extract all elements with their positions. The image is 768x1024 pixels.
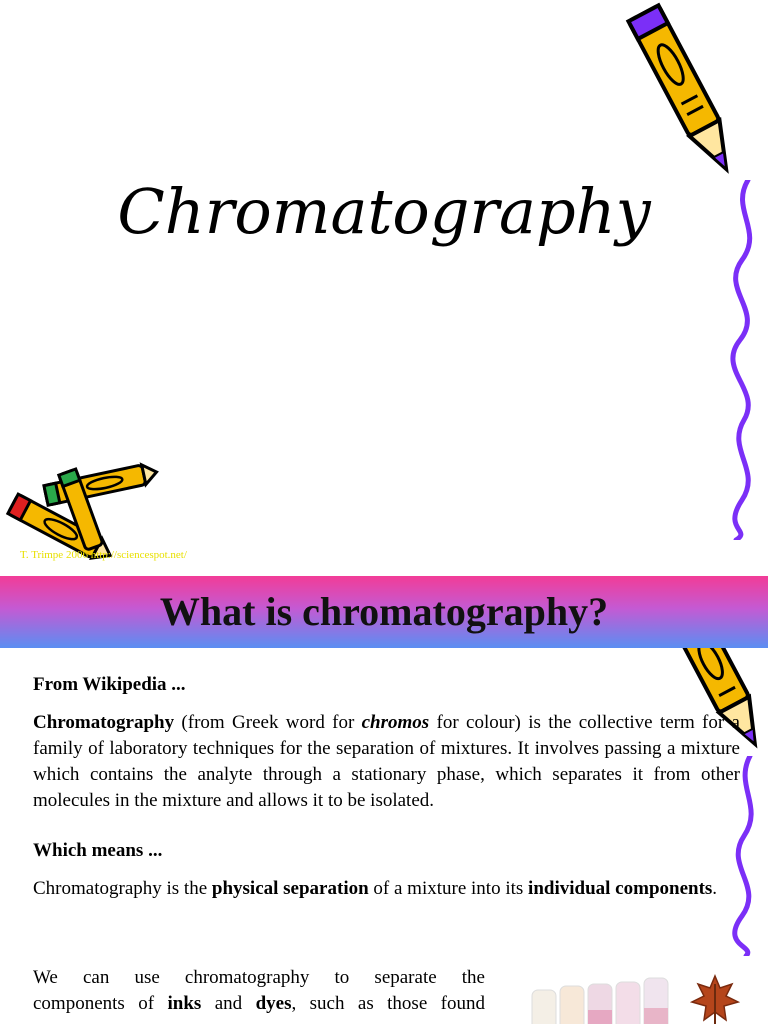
usage-part1: components of <box>33 993 168 1014</box>
meaning-bold1: physical separation <box>211 878 369 899</box>
from-wikipedia-heading <box>33 672 740 698</box>
definition-paragraph <box>33 710 740 814</box>
usage-line2 <box>33 991 485 1017</box>
content-slide <box>0 576 768 1024</box>
from-wikipedia-label: From Wikipedia ... <box>33 674 186 695</box>
definition-term: Chromatography <box>33 712 175 733</box>
usage-and: and <box>201 993 256 1014</box>
which-means-heading <box>33 838 740 864</box>
greek-word: chromos <box>361 712 430 733</box>
wavy-line-icon <box>728 180 768 540</box>
slide-title: Chromatography <box>117 175 651 248</box>
dyes-word: dyes <box>255 993 292 1014</box>
title-banner <box>0 576 768 648</box>
usage-part2: , such as those found <box>291 993 485 1014</box>
test-tubes-image <box>528 968 688 1024</box>
usage-line1: We can use chromatography to separate the <box>33 967 485 988</box>
slide-title: What is chromatography? <box>159 589 609 634</box>
meaning-paragraph <box>33 876 740 902</box>
meaning-part3: . <box>712 878 718 899</box>
leaf-icon <box>690 974 740 1024</box>
pencil-icon <box>618 0 758 190</box>
meaning-bold2: individual components <box>528 878 713 899</box>
inks-word: inks <box>167 993 202 1014</box>
meaning-part2: of a mixture into its <box>368 878 529 899</box>
definition-part2: for colour) is the collective term for a family of laboratory techniques for the separation of mixtures. It involves passing a mixture which contains the analyte through a stationary phase, which separates it from other molecules in the mixture and allows it to be isolated. <box>33 712 740 811</box>
usage-paragraph <box>33 965 485 1017</box>
definition-part1: (from Greek word for <box>174 712 362 733</box>
credit-text: T. Trimpe 2006 http://sciencespot.net/ <box>20 549 187 561</box>
which-means-label: Which means ... <box>33 840 163 861</box>
meaning-part1: Chromatography is the <box>33 878 212 899</box>
